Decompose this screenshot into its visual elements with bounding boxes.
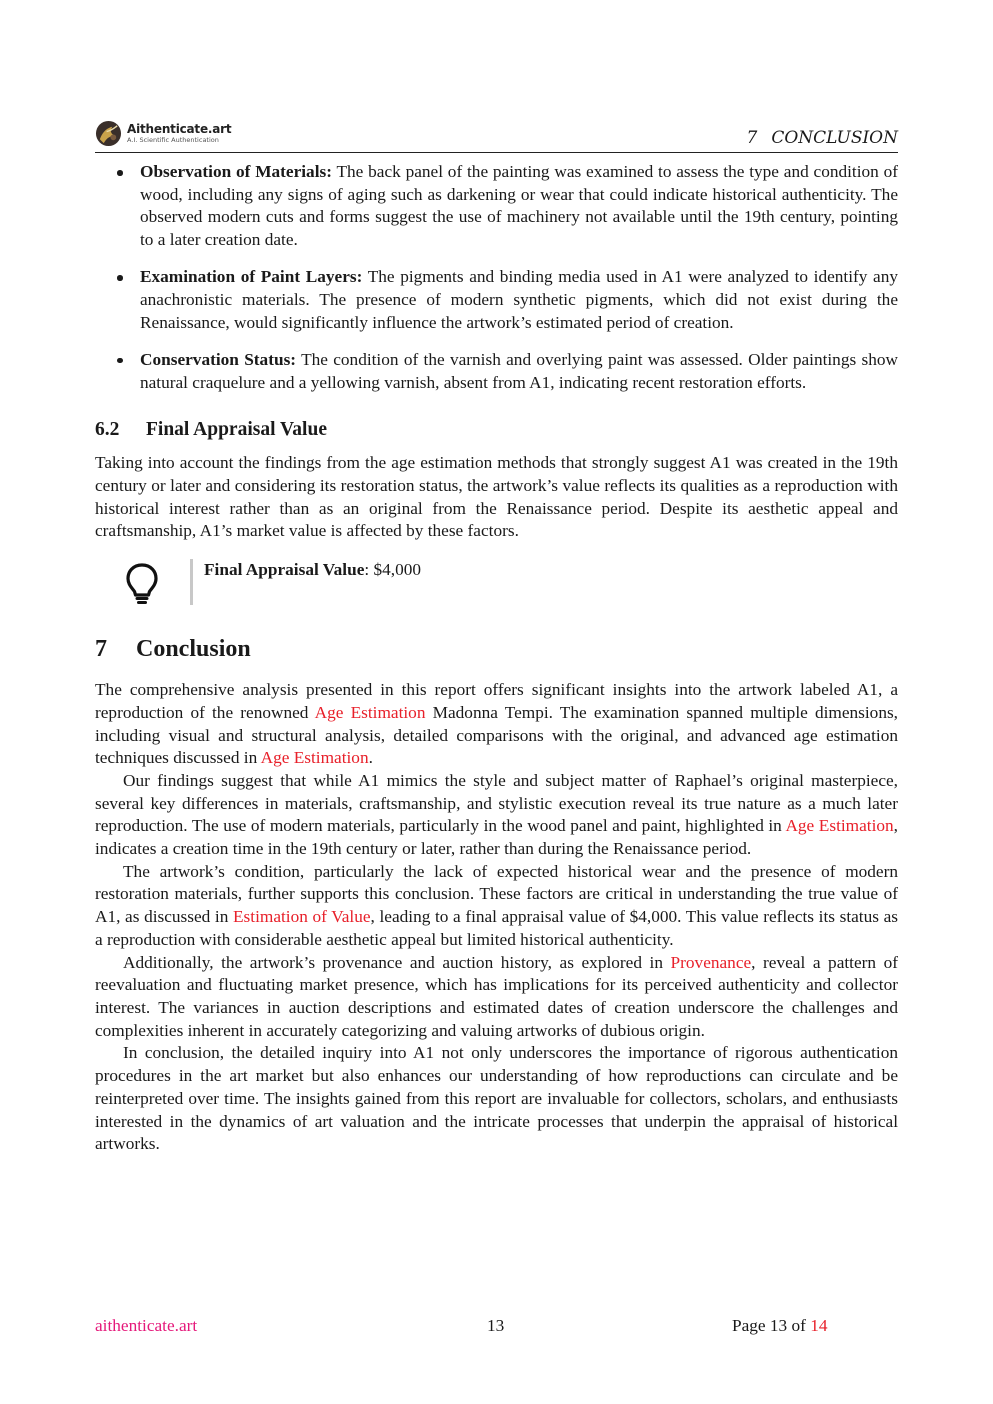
age-estimation-link[interactable]: Age Estimation (260, 748, 369, 768)
list-item-text: The condition of the varnish and overlying paint was assessed. Older paintings show natural craquelure and a yellowing varnish, absent from A1, indicating recent restoration efforts. (140, 349, 898, 392)
page-of-text: Page 13 of (732, 1316, 811, 1335)
paragraph-text: . (368, 748, 373, 768)
age-estimation-link[interactable]: Age Estimation (314, 702, 426, 722)
list-item-title: Examination of Paint Layers: (140, 267, 363, 287)
paragraph-text: , leading to a final appraisal value of $4,000. This value reflects its status as a reproduction with considerable aesthetic appeal but limited historical authenticity. (95, 907, 898, 949)
section-heading (95, 635, 898, 663)
estimation-of-value-link[interactable]: Estimation of Value (233, 907, 371, 927)
callout-label: Final Appraisal Value (204, 560, 365, 580)
running-header (746, 128, 898, 148)
list-item-text: The back panel of the painting was examined to assess the type and condition of wood, including any signs of aging such as darkening or wear that could indicate historical authenticity. The observed modern cuts and forms suggest the use of machinery not available until the 19th century, pointing to a later creation date. (140, 162, 899, 250)
paragraph-text: Additionally, the artwork’s provenance and auction history, as explored in (123, 952, 671, 972)
callout-value: : $4,000 (364, 560, 422, 580)
callout-divider (190, 559, 193, 605)
appraisal-paragraph: Taking into account the findings from the age estimation methods that strongly suggest A1 was created in the 19th century or later and considering its restoration status, the artwork’s value reflects its qualities as a reproduction with historical interest rather than as an original from the Renaissance period. Despite its aesthetic appeal and craftsmanship, A1’s market value is affected by these factors. (95, 453, 898, 541)
subsection-heading (95, 418, 898, 442)
bullet-icon (117, 170, 123, 176)
page-header (95, 118, 898, 153)
bullet-icon (117, 275, 123, 281)
section-title: Conclusion (136, 636, 251, 663)
appraisal-callout (95, 559, 898, 611)
bullet-list (95, 161, 898, 394)
logo-tagline: A.I. Scientific Authentication (127, 136, 219, 145)
list-item (95, 161, 898, 252)
conclusion-paragraph-1 (95, 679, 898, 770)
lightbulb-icon (125, 562, 159, 606)
conclusion-paragraph-3 (95, 861, 898, 952)
list-item (95, 266, 898, 334)
paragraph-text: , reveal a pattern of reevaluation and fluctuating market presence, which has implications for its perceived authenticity and collector interest. The variances in auction descriptions and estimated dates of creation underscore the challenges and complexities inherent in accurately categorizing and valuing artworks of dubious origin. (95, 952, 898, 1040)
list-item-title: Observation of Materials: (140, 162, 332, 181)
paragraph-text: Our findings suggest that while A1 mimics the style and subject matter of Raphael’s original masterpiece, several key differences in materials, craftsmanship, and stylistic execution reveal its true nature as a much later reproduction. The use of modern materials, particularly in the wood panel and paint, highlighted in (95, 770, 898, 836)
logo-name: Aithenticate.art (127, 122, 232, 137)
conclusion-paragraph-2 (95, 770, 898, 861)
page-content (95, 118, 898, 1156)
running-header-title: CONCLUSION (771, 128, 898, 148)
callout-text (204, 559, 421, 582)
list-item-text: The pigments and binding media used in A1 were analyzed to identify any anachronistic materials. The presence of modern synthetic pigments, which did not exist during the Renaissance, would significantly influence the artwork’s estimated period of creation. (140, 267, 898, 332)
subsection-title: Final Appraisal Value (146, 419, 327, 441)
footer-page-number: 13 (487, 1316, 505, 1335)
paragraph-text: The artwork’s condition, particularly the lack of expected historical wear and the presence of modern restoration materials, further supports this conclusion. These factors are critical in understanding the true value of A1, as discussed in (95, 861, 898, 927)
age-estimation-link[interactable]: Age Estimation (785, 816, 894, 836)
list-item (95, 349, 898, 394)
footer-site-link[interactable]: aithenticate.art (95, 1316, 198, 1335)
logo-mark-icon (95, 120, 122, 147)
section-number: 7 (95, 636, 107, 663)
paragraph-text: The comprehensive analysis presented in this report offers significant insights into the artwork labeled A1, a reproduction of the renowned (95, 680, 898, 722)
paragraph-text: , indicates a creation time in the 19th century or later, rather than during the Renaissance period. (95, 816, 898, 859)
bullet-icon (117, 358, 123, 364)
running-header-number: 7 (746, 128, 758, 148)
list-item-title: Conservation Status: (140, 349, 297, 369)
footer-page-of (732, 1316, 828, 1336)
logo (95, 120, 231, 147)
paragraph-text: Madonna Tempi. The examination spanned multiple dimensions, including visual and structural analysis, detailed comparisons with the original, and advanced age estimation techniques discussed in (95, 702, 898, 768)
conclusion-paragraph-5: In conclusion, the detailed inquiry into A1 not only underscores the importance of rigorous authentication procedures in the art market but also enhances our understanding of how reproductions can circulate and be reinterpreted over time. The insights gained from this report are invaluable for collectors, scholars, and enthusiasts interested in the dynamics of art valuation and the intricate processes that underpin the appraisal of historical artworks. (95, 1043, 898, 1154)
conclusion-paragraph-4 (95, 952, 898, 1043)
total-pages-link[interactable]: 14 (810, 1316, 828, 1335)
main-text (95, 161, 898, 1156)
subsection-number: 6.2 (95, 419, 120, 441)
provenance-link[interactable]: Provenance (670, 952, 752, 972)
